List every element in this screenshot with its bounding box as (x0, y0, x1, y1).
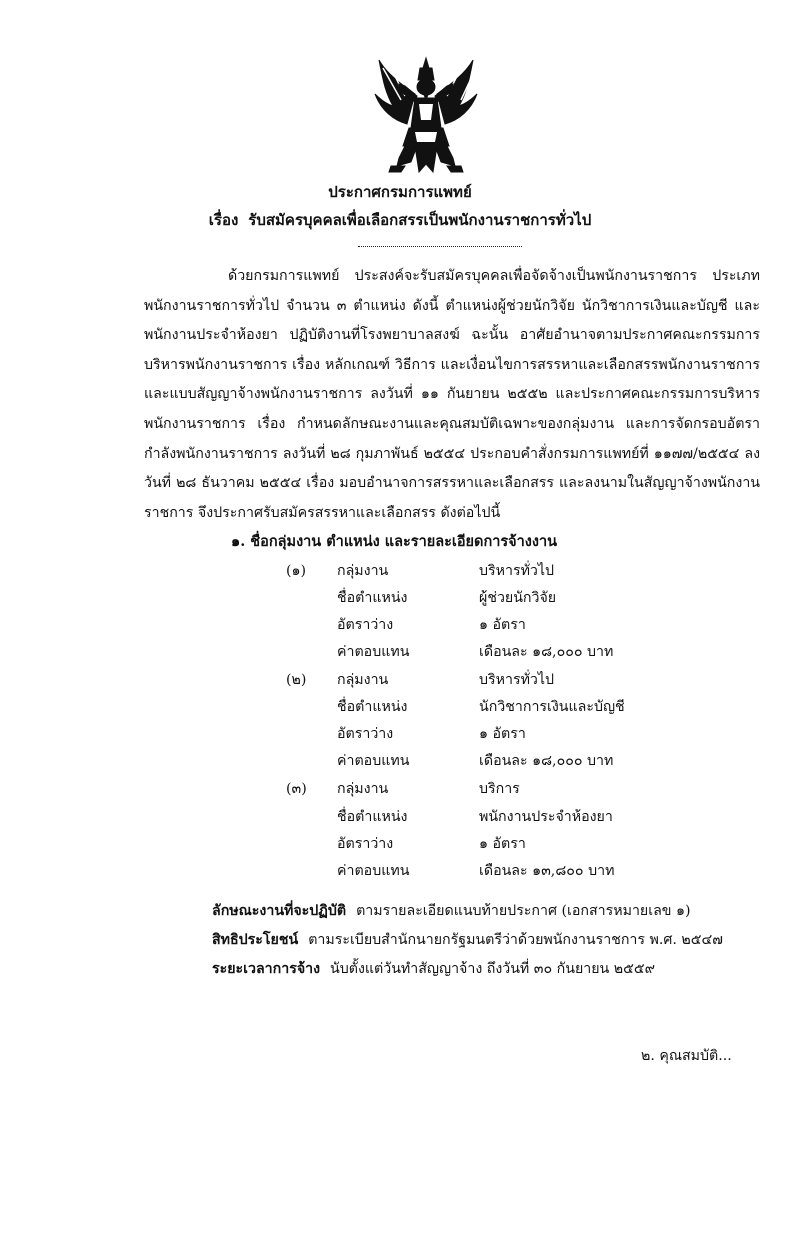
job-nature-label: ลักษณะงานที่จะปฏิบัติ (212, 903, 347, 919)
field-label: อัตราว่าง (337, 726, 394, 742)
field-value: พนักงานประจำห้องยา (479, 809, 613, 825)
garuda-emblem-icon (371, 54, 481, 176)
position-1-title-row (0, 587, 800, 609)
intro-paragraph: ด้วยกรมการแพทย์ ประสงค์จะรับสมัครบุคคลเพื่อจัดจ้างเป็นพนักงานราชการ ประเภทพนักงานราชการทั่วไป จำนวน ๓ ตำแหน่ง ดังนี้ ตำแหน่งผู้ช่วยนักวิจัย นักวิชาการเงินและบัญชี และพนักงานประจำห้องยา ปฏิบัติงานที่โรงพยาบาลสงฆ์ ฉะนั้น อาศัยอำนาจตามประกาศคณะกรรมการบริหารพนักงานราชการ เรื่อง หลักเกณฑ์ วิธีการ และเงื่อนไขการสรรหาและเลือกสรรพนักงานราชการ และแบบสัญญาจ้างพนักงานราชการ ลงวันที่ ๑๑ กันยายน ๒๕๕๒ และประกาศคณะกรรมการบริหารพนักงานราชการ เรื่อง กำหนดลักษณะงานและคุณสมบัติเฉพาะของกลุ่มงาน และการจัดกรอบอัตรากำลังพนักงานราชการ ลงวันที่ ๒๘ กุมภาพันธ์ ๒๕๕๔ ประกอบคำสั่งกรมการแพทย์ที่ ๑๑๗๗/๒๕๕๔ ลงวันที่ ๒๘ ธันวาคม ๒๕๕๔ เรื่อง มอบอำนาจการสรรหาและเลือกสรร และลงนามในสัญญาจ้างพนักงานราชการ จึงประกาศรับสมัครสรรหาและเลือกสรร ดังต่อไปนี้ (144, 268, 760, 521)
field-value: บริการ (479, 781, 520, 797)
position-index: (๒) (286, 672, 307, 688)
field-value: บริหารทั่วไป (479, 672, 555, 688)
field-value: ๑ อัตรา (479, 617, 526, 633)
job-nature-text: ตามรายละเอียดแนบท้ายประกาศ (เอกสารหมายเลข ๑) (356, 903, 691, 919)
position-2-vacancy-row (0, 723, 800, 745)
field-value: นักวิชาการเงินและบัญชี (479, 699, 625, 715)
subject-text: รับสมัครบุคคลเพื่อเลือกสรรเป็นพนักงานราชการทั่วไป (248, 211, 592, 229)
position-1-vacancy-row (0, 614, 800, 636)
field-label: ค่าตอบแทน (337, 863, 410, 879)
position-2-salary-row (0, 750, 800, 772)
field-label: ชื่อตำแหน่ง (337, 590, 408, 606)
position-index: (๓) (286, 781, 307, 797)
field-value: เดือนละ ๑๘,๐๐๐ บาท (479, 753, 614, 769)
field-label: กลุ่มงาน (337, 672, 389, 688)
field-value: ผู้ช่วยนักวิจัย (479, 590, 557, 606)
field-value: ๑ อัตรา (479, 836, 526, 852)
field-label: ชื่อตำแหน่ง (337, 699, 408, 715)
position-3-row-group (0, 778, 800, 800)
field-label: ค่าตอบแทน (337, 753, 410, 769)
announcement-subject (0, 208, 800, 232)
position-2-title-row (0, 696, 800, 718)
next-page-continuation: ๒. คุณสมบัติ... (641, 1048, 732, 1064)
announcement-title: ประกาศกรมการแพทย์ (328, 183, 472, 201)
field-label: อัตราว่าง (337, 836, 394, 852)
section-1-heading: ๑. ชื่อกลุ่มงาน ตำแหน่ง และรายละเอียดการจ้างงาน (231, 533, 558, 550)
field-label: ชื่อตำแหน่ง (337, 809, 408, 825)
term-line (212, 958, 655, 980)
position-3-salary-row (0, 860, 800, 882)
position-index: (๑) (286, 563, 307, 579)
position-2-row-group (0, 669, 800, 691)
position-3-title-row (0, 806, 800, 828)
benefits-line (212, 929, 723, 951)
subject-label: เรื่อง (208, 211, 239, 229)
term-label: ระยะเวลาการจ้าง (212, 961, 321, 977)
field-value: ๑ อัตรา (479, 726, 526, 742)
benefits-text: ตามระเบียบสำนักนายกรัฐมนตรีว่าด้วยพนักงานราชการ พ.ศ. ๒๕๔๗ (308, 932, 723, 948)
field-value: เดือนละ ๑๓,๘๐๐ บาท (479, 863, 615, 879)
benefits-label: สิทธิประโยชน์ (212, 932, 299, 948)
field-label: อัตราว่าง (337, 617, 394, 633)
field-label: กลุ่มงาน (337, 781, 389, 797)
field-value: เดือนละ ๑๘,๐๐๐ บาท (479, 644, 614, 660)
field-value: บริหารทั่วไป (479, 563, 555, 579)
position-1-row-group (0, 560, 800, 582)
position-3-vacancy-row (0, 833, 800, 855)
title-divider (358, 246, 522, 247)
position-1-salary-row (0, 641, 800, 663)
term-text: นับตั้งแต่วันทำสัญญาจ้าง ถึงวันที่ ๓๐ กันยายน ๒๕๕๙ (330, 961, 655, 977)
field-label: ค่าตอบแทน (337, 644, 410, 660)
job-nature-line (212, 900, 691, 922)
field-label: กลุ่มงาน (337, 563, 389, 579)
